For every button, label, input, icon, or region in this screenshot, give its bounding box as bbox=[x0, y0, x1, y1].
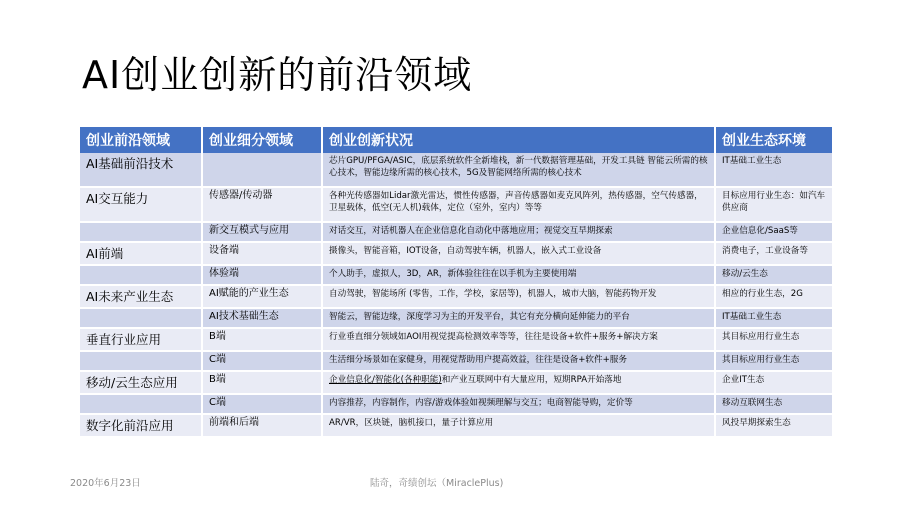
footer-date: 2020年6月23日 bbox=[70, 478, 141, 489]
status-cell: 行业垂直细分领域如AOI用视觉提高检测效率等等，往往是设备+软件+服务+解决方案 bbox=[322, 328, 715, 351]
eco-cell: 消费电子，工业设备等 bbox=[715, 242, 833, 265]
table-header-row bbox=[80, 127, 833, 153]
area-cell bbox=[80, 222, 202, 242]
table-row bbox=[80, 265, 833, 285]
status-cell: 各种光传感器如Lidar激光雷达，惯性传感器，声音传感器如麦克风阵列，热传感器，空气传感器，卫星载体，低空(无人机)载体，定位（室外，室内）等等 bbox=[322, 187, 715, 222]
status-cell: 自动驾驶，智能场所 (零售，工作，学校，家居等)，机器人，城市大脑，智能药物开发 bbox=[322, 285, 715, 308]
area-cell bbox=[80, 308, 202, 328]
status-cell: AR/VR，区块链，脑机接口，量子计算应用 bbox=[322, 414, 715, 437]
area-cell: AI基础前沿技术 bbox=[80, 153, 202, 187]
eco-cell: 目标应用行业生态：如汽车供应商 bbox=[715, 187, 833, 222]
area-cell: 移动/云生态应用 bbox=[80, 371, 202, 394]
header-eco: 创业生态环境 bbox=[715, 127, 833, 153]
eco-cell: 企业信息化/SaaS等 bbox=[715, 222, 833, 242]
header-sub: 创业细分领域 bbox=[202, 127, 322, 153]
sub-cell: 前端和后端 bbox=[202, 414, 322, 437]
sub-cell: 传感器/传动器 bbox=[202, 187, 322, 222]
status-cell: 对话交互，对话机器人在企业信息化自动化中落地应用；视觉交互早期探索 bbox=[322, 222, 715, 242]
eco-cell: 企业IT生态 bbox=[715, 371, 833, 394]
sub-cell: B端 bbox=[202, 328, 322, 351]
table-row bbox=[80, 187, 833, 222]
status-cell: 智能云，智能边缘，深度学习为主的开发平台，其它有充分横向延伸能力的平台 bbox=[322, 308, 715, 328]
header-area: 创业前沿领域 bbox=[80, 127, 202, 153]
eco-cell: 其目标应用行业生态 bbox=[715, 351, 833, 371]
status-cell: 摄像头，智能音箱，IOT设备，自动驾驶车辆，机器人，嵌入式工业设备 bbox=[322, 242, 715, 265]
table-row bbox=[80, 285, 833, 308]
area-cell: AI未来产业生态 bbox=[80, 285, 202, 308]
sub-cell: B端 bbox=[202, 371, 322, 394]
eco-cell: 相应的行业生态，2G bbox=[715, 285, 833, 308]
slide-title: AI创业创新的前沿领域 bbox=[82, 53, 473, 97]
sub-cell bbox=[202, 153, 322, 187]
sub-cell: AI技术基础生态 bbox=[202, 308, 322, 328]
table-row bbox=[80, 328, 833, 351]
area-cell: AI前端 bbox=[80, 242, 202, 265]
area-cell bbox=[80, 394, 202, 414]
eco-cell: 其目标应用行业生态 bbox=[715, 328, 833, 351]
table-row bbox=[80, 414, 833, 437]
eco-cell: 移动/云生态 bbox=[715, 265, 833, 285]
table-row bbox=[80, 242, 833, 265]
status-cell: 生活细分场景如在家健身，用视觉帮助用户提高效益，往往是设备+软件+服务 bbox=[322, 351, 715, 371]
area-cell: 数字化前沿应用 bbox=[80, 414, 202, 437]
area-cell: AI交互能力 bbox=[80, 187, 202, 222]
sub-cell: 新交互模式与应用 bbox=[202, 222, 322, 242]
frontier-table bbox=[80, 127, 834, 438]
table-row bbox=[80, 394, 833, 414]
table-row bbox=[80, 371, 833, 394]
eco-cell: 风投早期探索生态 bbox=[715, 414, 833, 437]
status-rest: 和产业互联网中有大量应用，短期RPA开始落地 bbox=[441, 375, 622, 385]
sub-cell: AI赋能的产业生态 bbox=[202, 285, 322, 308]
area-cell bbox=[80, 265, 202, 285]
status-cell: 个人助手，虚拟人，3D，AR，新体验往往在以手机为主要使用端 bbox=[322, 265, 715, 285]
sub-cell: C端 bbox=[202, 351, 322, 371]
table-row bbox=[80, 308, 833, 328]
header-status: 创业创新状况 bbox=[322, 127, 715, 153]
sub-cell: 体验端 bbox=[202, 265, 322, 285]
underlined-text: 企业信息化/智能化(各种职能) bbox=[329, 375, 442, 385]
area-cell bbox=[80, 351, 202, 371]
table-row bbox=[80, 222, 833, 242]
eco-cell: 移动互联网生态 bbox=[715, 394, 833, 414]
eco-cell: IT基础工业生态 bbox=[715, 153, 833, 187]
status-cell: 内容推荐，内容制作，内容/游戏体验如视频理解与交互；电商智能导购，定价等 bbox=[322, 394, 715, 414]
status-cell: 芯片GPU/PFGA/ASIC，底层系统软件全新堆栈，新一代数据管理基础，开发工具链 智能云所需的核心技术，智能边缘所需的核心技术，5G及智能网络所需的核心技术 bbox=[322, 153, 715, 187]
eco-cell: IT基础工业生态 bbox=[715, 308, 833, 328]
footer-author: 陆奇，奇绩创坛（MiraclePlus) bbox=[370, 478, 504, 489]
status-cell bbox=[322, 371, 715, 394]
area-cell: 垂直行业应用 bbox=[80, 328, 202, 351]
sub-cell: 设备端 bbox=[202, 242, 322, 265]
table-row bbox=[80, 351, 833, 371]
sub-cell: C端 bbox=[202, 394, 322, 414]
table-row bbox=[80, 153, 833, 187]
